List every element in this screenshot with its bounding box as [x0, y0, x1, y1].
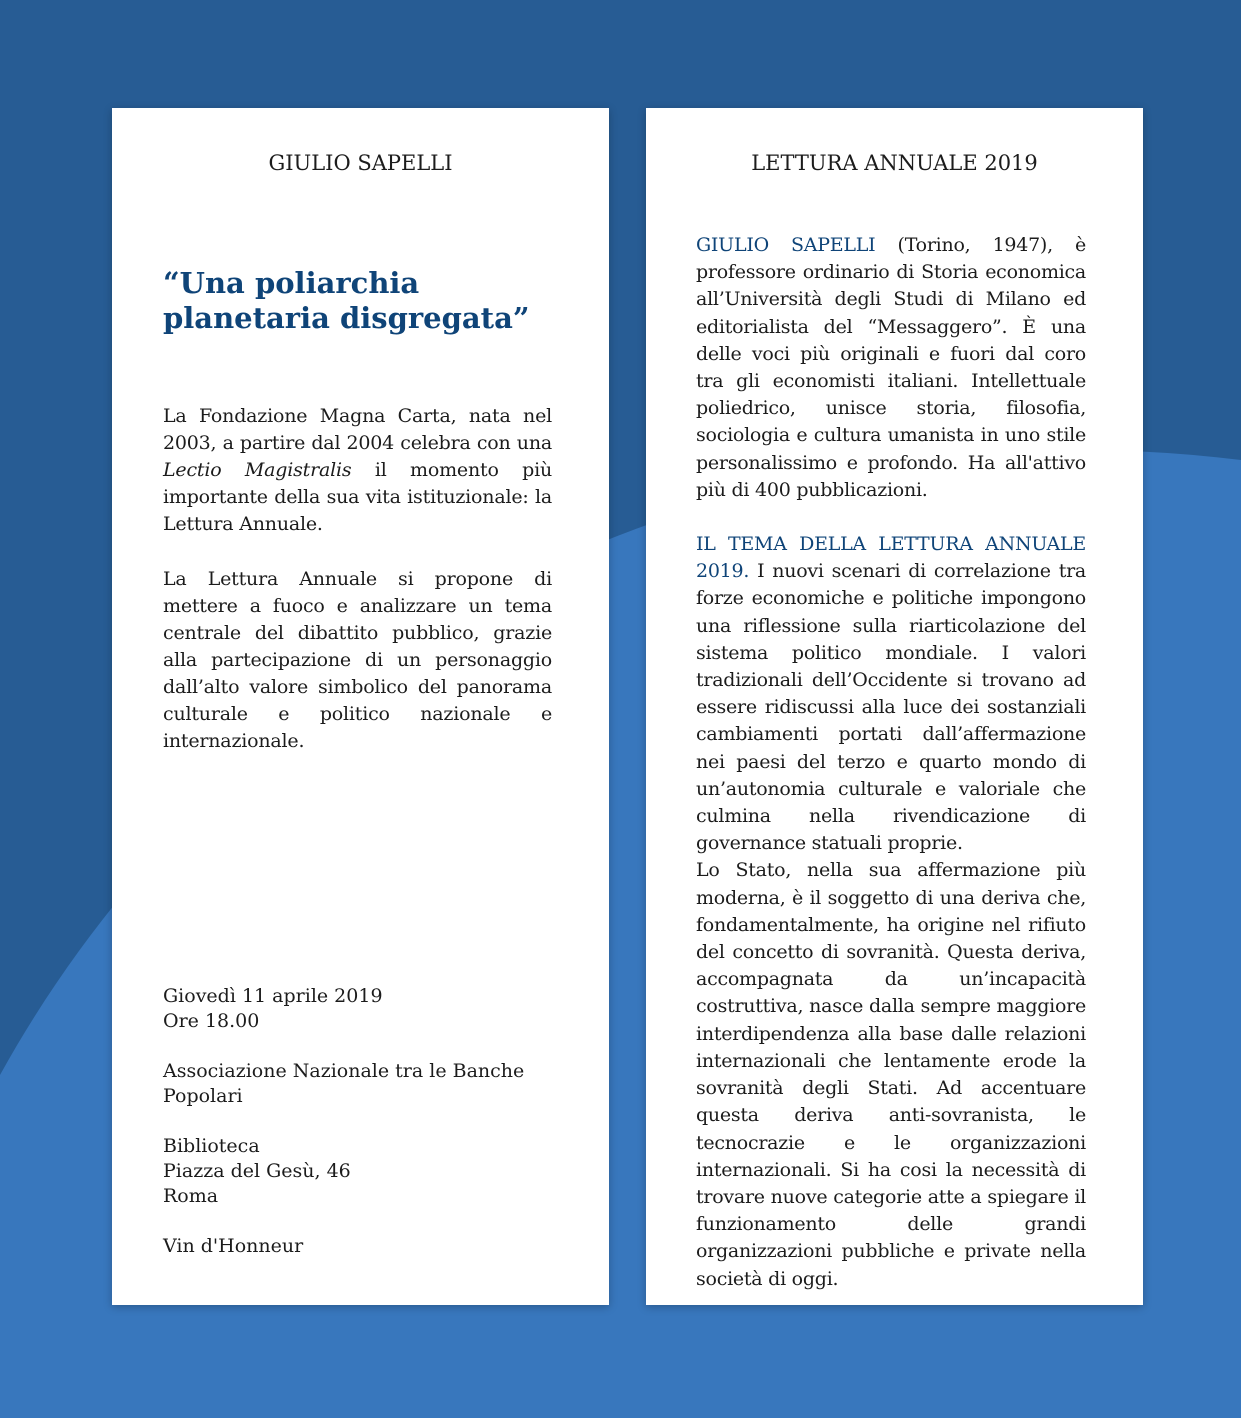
event-info [163, 984, 563, 1284]
bio-paragraph [696, 232, 1086, 504]
event-place-line2: Piazza del Gesù, 46 [163, 1160, 351, 1182]
theme-paragraph-2: Lo Stato, nella sua affermazione più moderna, è il soggetto di una deriva che, fondamentalmente, ha origine nel rifiuto del concetto di sovranità. Questa deriva, accompagnata da un’incapacità costruttiva, nasce dalla sempre maggiore interdipendenza alla base dalle relazioni internazionali che lentamente erode la sovranità degli Stati. Ad accentuare questa deriva anti-sovranista, le tecnocrazie e le organizzazioni internazionali. Si ha cosi la necessità di trovare nuove categorie atte a spiegare il funzionamento delle grandi organizzazioni pubbliche e private nella società di oggi. [696, 859, 1086, 1290]
right-body [696, 232, 1086, 1293]
event-extra: Vin d'Honneur [163, 1235, 304, 1257]
left-header: GIULIO SAPELLI [268, 151, 453, 175]
event-date: Giovedì 11 aprile 2019 [163, 985, 383, 1007]
event-venue-line1: Associazione Nazionale tra le Banche [163, 1060, 525, 1082]
right-header: LETTURA ANNUALE 2019 [751, 151, 1038, 175]
event-place-line3: Roma [163, 1185, 219, 1207]
bio-text: (Torino, 1947), è professore ordinario di Storia economica all’Università degli Studi di Milano ed editorialista del “Messaggero”. È una delle voci più originali e fuori dal coro tra gli economisti italiani. Intellettuale poliedrico, unisce storia, filosofia, sociologia e cultura umanista in uno stile personalissimo e profondo. Ha all'attivo più di 400 pubblicazioni. [696, 234, 1086, 501]
event-venue-line2: Popolari [163, 1085, 243, 1107]
theme-heading: IL TEMA DELLA LETTURA ANNUALE 2019. [696, 533, 1086, 583]
lectio-italic: Lectio Magistralis [163, 459, 352, 481]
left-panel [112, 108, 609, 1305]
bio-name: GIULIO SAPELLI [696, 234, 876, 256]
theme-text: I nuovi scenari di correlazione tra forze economiche e politiche impongono una riflessione sulla riarticolazione del sistema politico mondiale. I valori tradizionali dell’Occidente si trovano ad essere ridiscussi alla luce dei sostanziali cambiamenti portati dall’affermazione nei paesi del terzo e quarto mondo di un’autonomia culturale e valoriale che culmina nella rivendicazione di governance statuali proprie. [696, 560, 1086, 855]
event-time: Ore 18.00 [163, 1010, 260, 1032]
lecture-title: “Una poliarchia planetaria disgregata” [163, 266, 530, 335]
description-paragraph: La Lettura Annuale si propone di mettere a fuoco e analizzare un tema centrale del dibattito pubblico, grazie alla partecipazione di un personaggio dall’alto valore simbolico del panorama culturale e politico nazionale e internazionale. [163, 568, 552, 752]
theme-paragraph [696, 531, 1086, 857]
right-panel [646, 108, 1143, 1305]
event-place-line1: Biblioteca [163, 1135, 260, 1157]
intro-paragraph: La Fondazione Magna Carta, nata nel 2003, a partire dal 2004 celebra con una Lectio Magistralis il momento più importante della sua vita istituzionale: la Lettura Annuale. [163, 405, 552, 535]
